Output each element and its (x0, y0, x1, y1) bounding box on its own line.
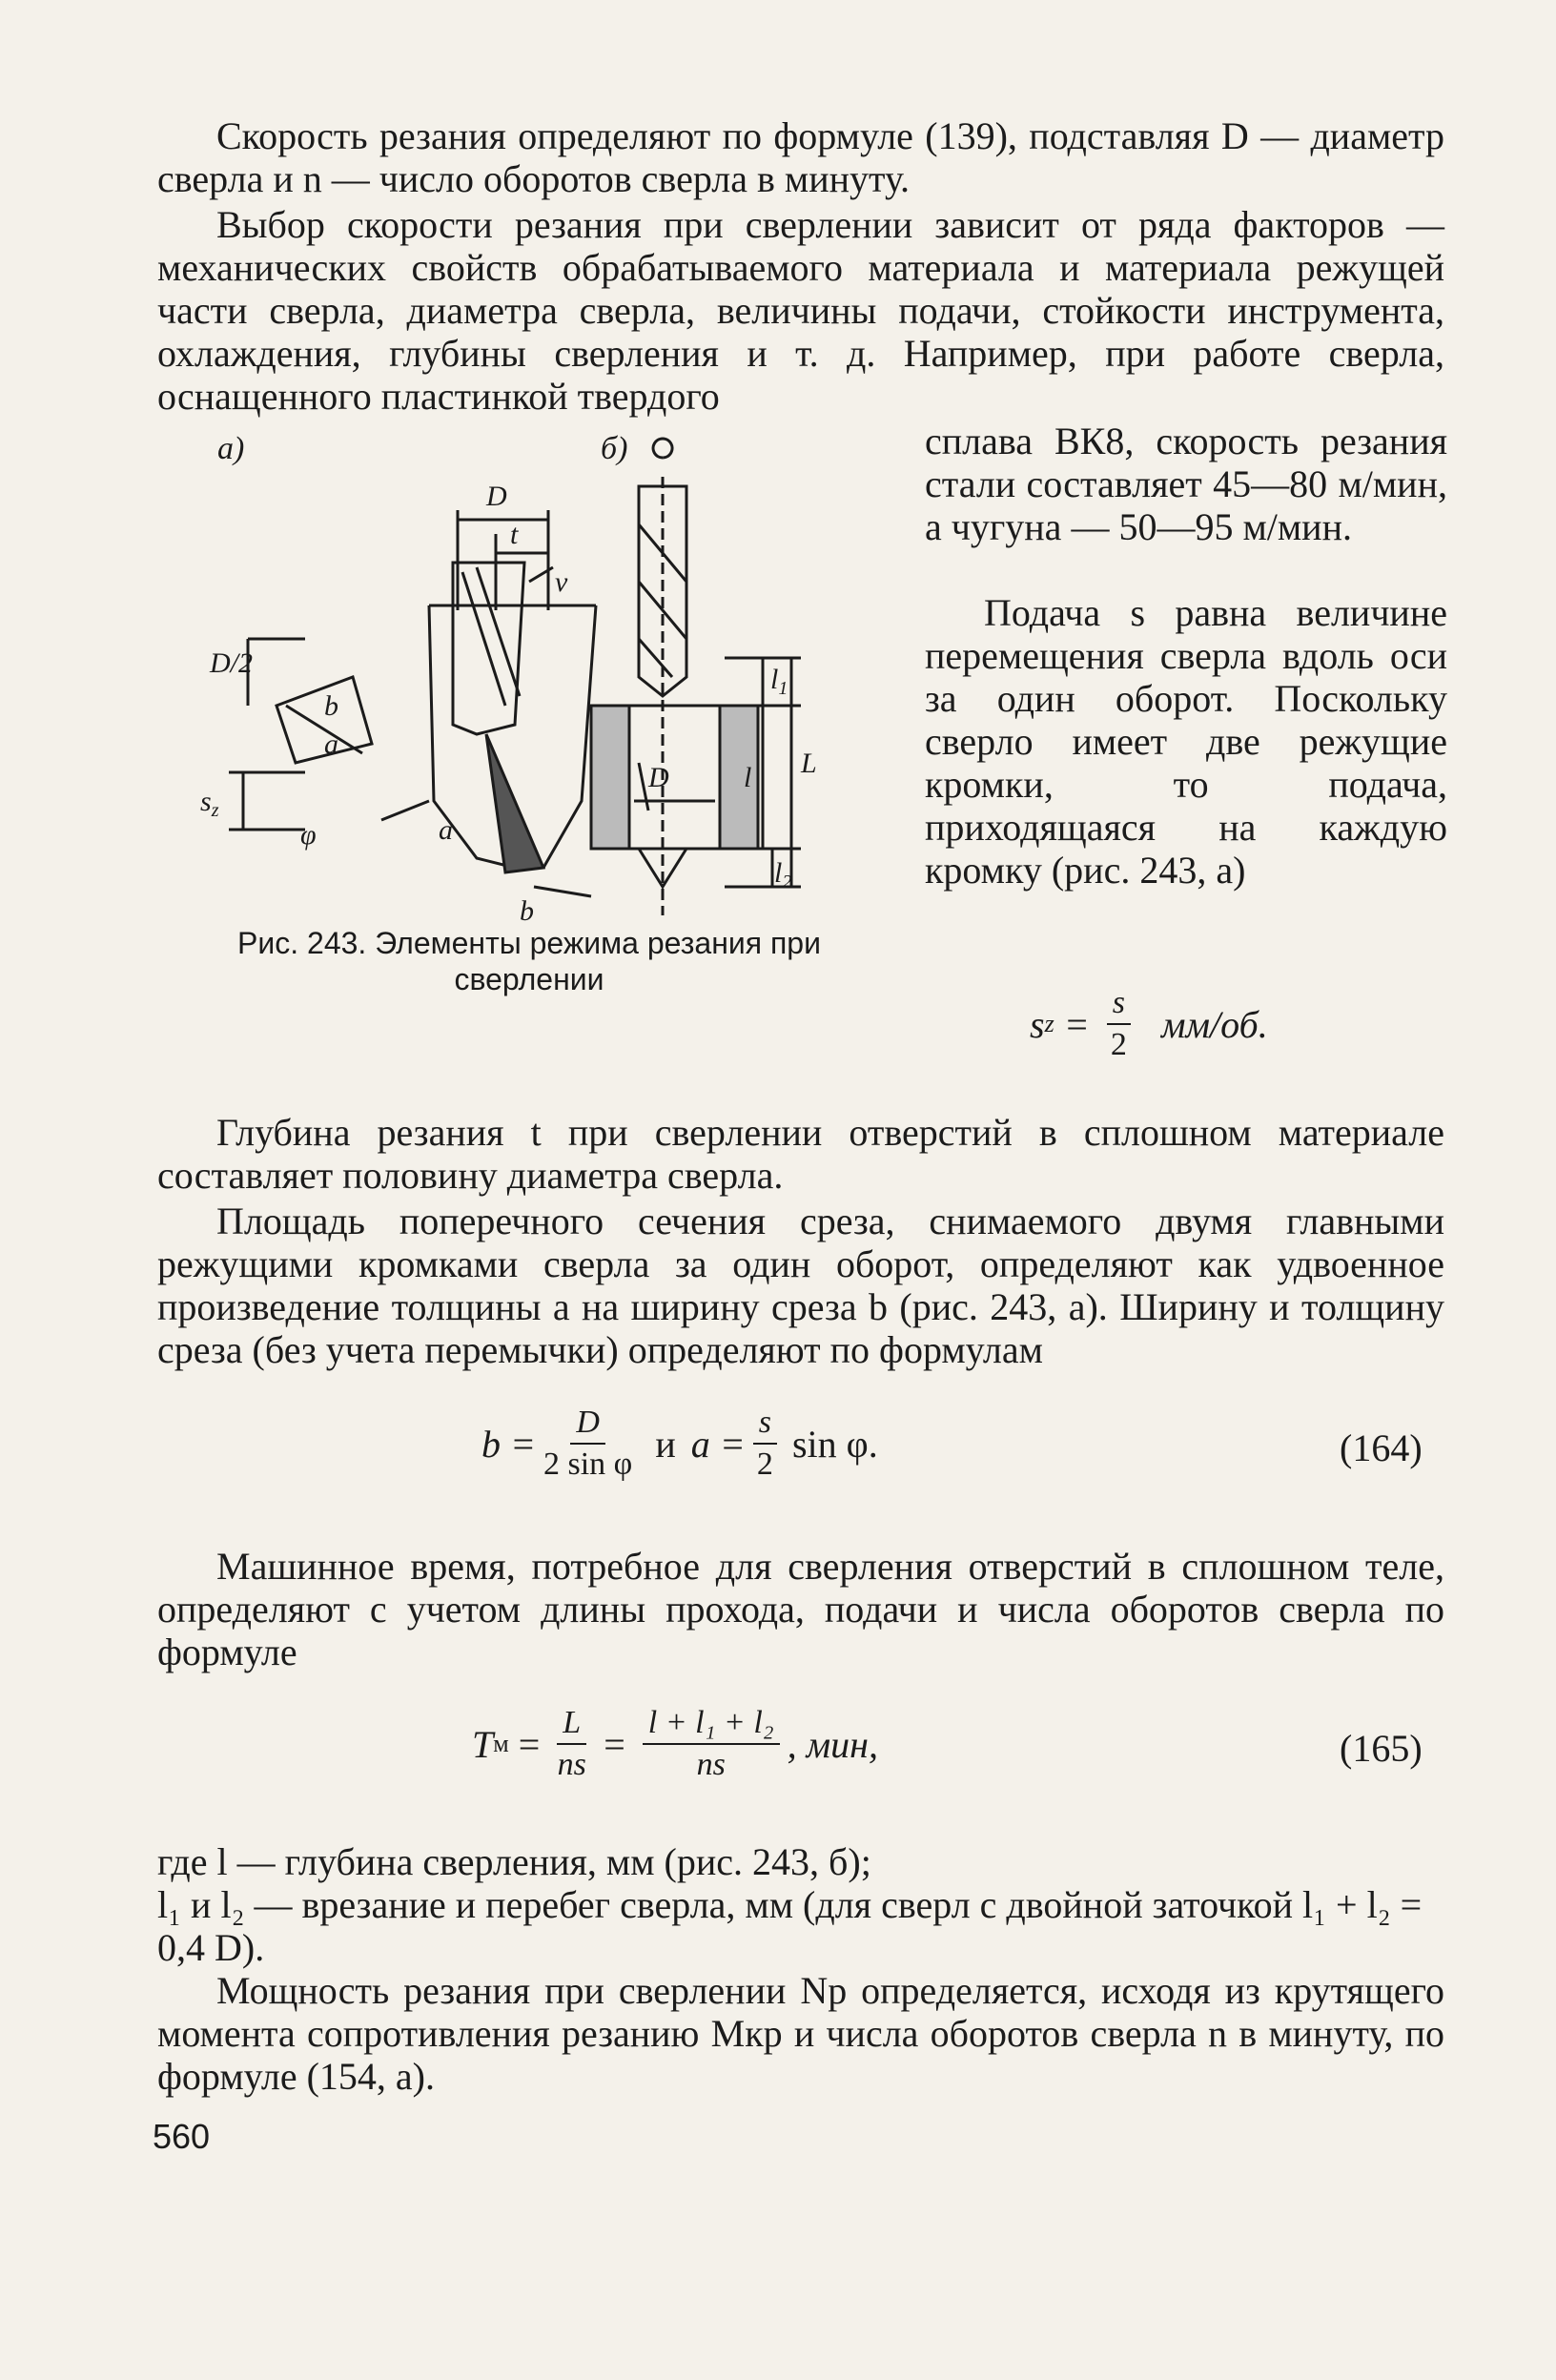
figure-caption: Рис. 243. Элементы режима резания при сверлении (237, 926, 821, 996)
figure-label-a: а) (217, 431, 245, 466)
dim-label-t: t (510, 519, 519, 550)
definition-l: где l — глубина сверления, мм (рис. 243, б); (157, 1840, 871, 1883)
formula-164-b-fraction (543, 1406, 632, 1481)
drilling-diagram (191, 420, 915, 934)
formula-sz-den: 2 (1110, 1027, 1127, 1062)
dim-label-l1: $l_1$ (770, 664, 788, 699)
formula-sz-eq: = (1063, 1002, 1090, 1046)
formula-164-a-num: s (753, 1406, 777, 1445)
figure-label-b: б) (601, 431, 628, 466)
formula-165-eq1: = (518, 1722, 541, 1766)
formula-164-b-num: D (570, 1406, 605, 1445)
definition-l1-l2: l₁ и l₂ — врезание и перебег сверла, мм (для сверл с двойной заточкой l₁ + l₂ = 0,4 D). (157, 1883, 1423, 1969)
paragraph-machine-time: Машинное время, потребное для сверления отверстий в сплошном теле, определяют с учетом длины прохода, подачи и числа оборотов сверла по формуле (157, 1545, 1444, 1673)
paragraph-cut-depth: Глубина резания t при сверлении отверстий в сплошном материале составляет половину диаметра сверла. (157, 1111, 1444, 1197)
dim-label-D-b: D (648, 762, 669, 793)
formula-164-a-fraction (753, 1406, 777, 1481)
formula-165-fraction-2 (643, 1707, 780, 1781)
dim-label-a-small: a (324, 728, 338, 760)
paragraph-cutting-speed-formula: Скорость резания определяют по формуле (139), подставляя D — диаметр сверла и n — число оборотов сверла в минуту. (157, 114, 1444, 200)
dim-label-b-small: b (324, 690, 338, 722)
definitions-list (157, 1840, 1444, 1969)
dim-label-a: a (439, 814, 453, 846)
dim-label-l2: $l_2$ (774, 857, 792, 892)
formula-165-lhs-sub: м (493, 1730, 509, 1757)
dim-label-D-half: D/2 (210, 647, 253, 679)
equation-number-165: (165) (1340, 1727, 1423, 1770)
dim-label-sz: $s_z$ (200, 786, 219, 821)
formula-164-a-lhs: a = (690, 1422, 746, 1466)
formula-164-conj: и (655, 1422, 676, 1466)
formula-164-b-den: 2 sin φ (543, 1446, 633, 1482)
formula-165-eq2: = (604, 1722, 625, 1766)
formula-165-num1: L (557, 1707, 586, 1745)
formula-sz-lhs: s (1030, 1002, 1045, 1046)
dim-label-D: D (486, 481, 507, 512)
drill-view-b (591, 439, 801, 915)
equation-number-164: (164) (1340, 1426, 1423, 1469)
formula-164-a-den: 2 (756, 1446, 773, 1482)
formula-165-tail: , мин, (787, 1722, 878, 1766)
formula-sz (1030, 987, 1268, 1061)
formula-sz-fraction (1107, 987, 1131, 1061)
figure-243 (191, 420, 915, 934)
paragraph-vk8-alloy-speed: сплава ВК8, скорость резания стали составляет 45—80 м/мин, а чугуна — 50—95 м/мин. (925, 420, 1447, 548)
formula-sz-unit: мм/об. (1160, 1002, 1268, 1046)
paragraph-speed-selection: Выбор скорости резания при сверлении зависит от ряда факторов — механических свойств обрабатываемого материала и материала режущей части сверла, диаметра сверла, величины подачи, стойкости инструмента, охлаждения, глубины сверления и т. д. Например, при работе сверла, оснащенного пластинкой твердого (157, 203, 1444, 418)
formula-165-num2: l + l₁ + l₂ (643, 1707, 780, 1745)
formula-165 (472, 1707, 878, 1781)
formula-165-den2: ns (696, 1747, 726, 1782)
formula-165-den1: ns (557, 1747, 586, 1782)
formula-164 (481, 1406, 878, 1481)
dim-label-l: l (744, 762, 752, 793)
paragraph-feed: Подача s равна величине перемещения сверла вдоль оси за один оборот. Поскольку сверло имеет две режущие кромки, то подача, приходящаяся на каждую кромку (рис. 243, а) (925, 591, 1447, 892)
formula-sz-lhs-sub: z (1044, 1010, 1054, 1037)
paragraph-cross-section: Площадь поперечного сечения среза, снимаемого двумя главными режущими кромками сверла за один оборот, определяют как удвоенное произведение толщины a на ширину среза b (рис. 243, а). Ширину и толщину среза (без учета перемычки) определяют по формулам (157, 1200, 1444, 1371)
formula-164-a-tail: sin φ. (791, 1422, 878, 1466)
dim-label-v: v (555, 566, 568, 598)
page-number: 560 (153, 2117, 211, 2156)
formula-sz-num: s (1107, 987, 1131, 1025)
formula-165-fraction-1 (557, 1707, 586, 1781)
formula-165-lhs: T (472, 1722, 494, 1766)
dim-label-L: L (801, 748, 817, 779)
dim-label-phi: φ (300, 819, 317, 851)
formula-164-b-lhs: b = (481, 1422, 536, 1466)
paragraph-cutting-power: Мощность резания при сверлении Nр определяется, исходя из крутящего момента сопротивления резанию Mкр и числа оборотов сверла n в минуту, по формуле (154, а). (157, 1969, 1444, 2098)
dim-label-b: b (520, 895, 534, 927)
